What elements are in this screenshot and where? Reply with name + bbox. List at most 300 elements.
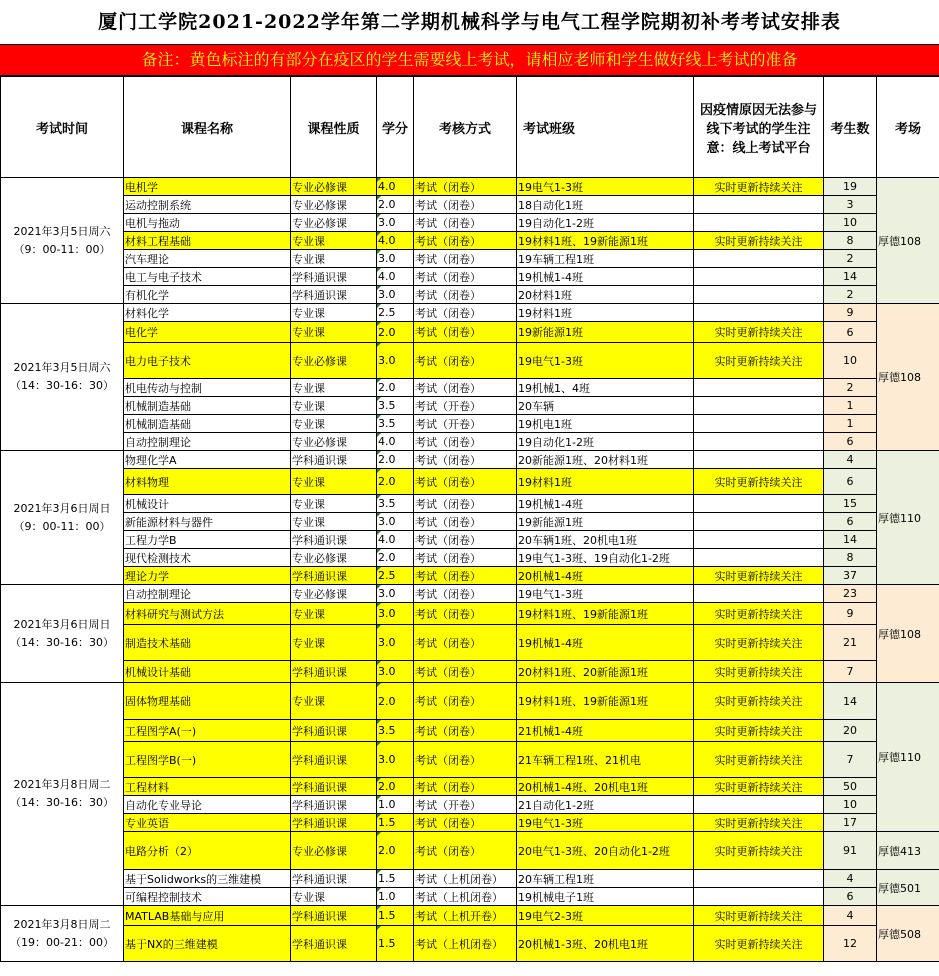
online-platform-notice: 实时更新持续关注: [694, 814, 824, 832]
course-nature: 学科通识课: [291, 870, 377, 888]
exam-method: 考试（上机闭卷）: [414, 888, 517, 906]
exam-classes: 20机械1-4班: [517, 567, 694, 585]
student-count: 6: [824, 469, 877, 495]
header-online-notice: 因疫情原因无法参与线下考试的学生注意：线上考试平台: [694, 77, 824, 178]
course-name: 物理化学A: [124, 451, 291, 469]
exam-row: [1, 343, 939, 379]
course-nature: 学科通识课: [291, 661, 377, 683]
session-date: 2021年3月8日周二: [13, 917, 111, 931]
exam-method: 考试（闭卷）: [414, 433, 517, 451]
exam-row: [1, 906, 939, 926]
course-name: 基于NX的三维建模: [124, 926, 291, 962]
exam-classes: 20电气1-3班、20自动化1-2班: [517, 832, 694, 870]
course-nature: 专业课: [291, 397, 377, 415]
course-credit: 4.0: [377, 178, 414, 196]
exam-row: [1, 232, 939, 250]
session-slot: （14：30-16：30）: [10, 379, 114, 392]
student-count: 2: [824, 379, 877, 397]
exam-row: [1, 814, 939, 832]
student-count: 20: [824, 720, 877, 742]
course-nature: 专业必修课: [291, 214, 377, 232]
exam-classes: 19材料1班、19新能源1班: [517, 683, 694, 720]
course-name: 有机化学: [124, 286, 291, 304]
exam-room: 厚德413: [877, 832, 939, 870]
course-name: 自动控制理论: [124, 585, 291, 603]
exam-row: [1, 268, 939, 286]
online-platform-notice: [694, 870, 824, 888]
exam-method: 考试（闭卷）: [414, 625, 517, 661]
exam-classes: 19电气1-3班: [517, 814, 694, 832]
course-credit: 3.5: [377, 495, 414, 513]
header-room: 考场: [877, 77, 939, 178]
student-count: 23: [824, 585, 877, 603]
course-credit: 2.0: [377, 451, 414, 469]
student-count: 8: [824, 232, 877, 250]
student-count: 50: [824, 778, 877, 796]
online-platform-notice: 实时更新持续关注: [694, 661, 824, 683]
exam-classes: 19电气1-3班、19自动化1-2班: [517, 549, 694, 567]
course-name: 专业英语: [124, 814, 291, 832]
course-nature: 学科通识课: [291, 286, 377, 304]
exam-classes: 21机械1-4班: [517, 720, 694, 742]
online-platform-notice: 实时更新持续关注: [694, 926, 824, 962]
course-credit: 3.5: [377, 397, 414, 415]
exam-classes: 18自动化1班: [517, 196, 694, 214]
session-date: 2021年3月5日周六: [13, 361, 111, 374]
student-count: 21: [824, 625, 877, 661]
student-count: 4: [824, 906, 877, 926]
student-count: 3: [824, 196, 877, 214]
session-date: 2021年3月6日周日: [13, 617, 111, 631]
course-credit: 3.0: [377, 286, 414, 304]
exam-method: 考试（闭卷）: [414, 720, 517, 742]
exam-method: 考试（闭卷）: [414, 549, 517, 567]
exam-row: [1, 178, 939, 196]
online-platform-notice: 实时更新持续关注: [694, 567, 824, 585]
course-nature: 专业课: [291, 322, 377, 343]
exam-classes: 19机械1-4班: [517, 625, 694, 661]
student-count: 15: [824, 495, 877, 513]
exam-row: [1, 549, 939, 567]
exam-room: 厚德501: [877, 870, 939, 906]
exam-classes: 19材料1班、19新能源1班: [517, 232, 694, 250]
course-name: 机电传动与控制: [124, 379, 291, 397]
exam-method: 考试（闭卷）: [414, 742, 517, 778]
course-name: 理论力学: [124, 567, 291, 585]
course-nature: 学科通识课: [291, 567, 377, 585]
exam-method: 考试（闭卷）: [414, 286, 517, 304]
exam-method: 考试（上机闭卷）: [414, 926, 517, 962]
online-platform-notice: 实时更新持续关注: [694, 742, 824, 778]
student-count: 91: [824, 832, 877, 870]
online-platform-notice: [694, 415, 824, 433]
course-name: 电工与电子技术: [124, 268, 291, 286]
online-platform-notice: 实时更新持续关注: [694, 683, 824, 720]
exam-method: 考试（闭卷）: [414, 178, 517, 196]
exam-method: 考试（上机闭卷）: [414, 870, 517, 888]
exam-room: 厚德110: [877, 683, 939, 832]
exam-method: 考试（闭卷）: [414, 778, 517, 796]
course-name: 材料物理: [124, 469, 291, 495]
online-platform-notice: [694, 250, 824, 268]
course-name: 材料工程基础: [124, 232, 291, 250]
course-nature: 专业课: [291, 495, 377, 513]
course-credit: 3.0: [377, 585, 414, 603]
online-platform-notice: [694, 531, 824, 549]
course-nature: 专业课: [291, 888, 377, 906]
course-name: 材料研究与测试方法: [124, 603, 291, 625]
course-nature: 专业必修课: [291, 832, 377, 870]
exam-room: 厚德108: [877, 304, 939, 451]
online-platform-notice: 实时更新持续关注: [694, 232, 824, 250]
student-count: 1: [824, 397, 877, 415]
exam-method: 考试（闭卷）: [414, 814, 517, 832]
exam-classes: 21车辆工程1班、21机电: [517, 742, 694, 778]
exam-method: 考试（闭卷）: [414, 343, 517, 379]
course-name: 基于Solidworks的三维建模: [124, 870, 291, 888]
online-platform-notice: [694, 304, 824, 322]
exam-classes: 20车辆1班、20机电1班: [517, 531, 694, 549]
course-credit: 4.0: [377, 433, 414, 451]
course-nature: 专业课: [291, 603, 377, 625]
exam-classes: 20车辆工程1班: [517, 870, 694, 888]
exam-method: 考试（闭卷）: [414, 832, 517, 870]
course-nature: 专业必修课: [291, 343, 377, 379]
course-credit: 3.0: [377, 661, 414, 683]
course-name: 工程图学A(一): [124, 720, 291, 742]
exam-method: 考试（闭卷）: [414, 495, 517, 513]
exam-classes: 19材料1班、19新能源1班: [517, 603, 694, 625]
exam-classes: 20机械1-4班、20机电1班: [517, 778, 694, 796]
course-nature: 专业必修课: [291, 196, 377, 214]
exam-classes: 20材料1班、20新能源1班: [517, 661, 694, 683]
course-name: 电化学: [124, 322, 291, 343]
student-count: 12: [824, 926, 877, 962]
online-platform-notice: [694, 379, 824, 397]
online-platform-notice: 实时更新持续关注: [694, 720, 824, 742]
exam-row: [1, 720, 939, 742]
exam-classes: 19电气2-3班: [517, 906, 694, 926]
exam-schedule-table: [0, 76, 939, 962]
course-nature: 专业必修课: [291, 549, 377, 567]
exam-row: [1, 742, 939, 778]
exam-row: [1, 196, 939, 214]
course-nature: 专业课: [291, 250, 377, 268]
course-credit: 3.0: [377, 742, 414, 778]
exam-row: [1, 567, 939, 585]
exam-classes: 20材料1班: [517, 286, 694, 304]
exam-classes: 20车辆: [517, 397, 694, 415]
session-date: 2021年3月8日周二: [13, 778, 111, 791]
header-time: 考试时间: [1, 77, 124, 178]
exam-method: 考试（闭卷）: [414, 379, 517, 397]
exam-row: [1, 683, 939, 720]
course-nature: 专业课: [291, 625, 377, 661]
exam-room: 厚德108: [877, 178, 939, 304]
student-count: 7: [824, 742, 877, 778]
online-platform-notice: [694, 268, 824, 286]
online-platform-notice: [694, 796, 824, 814]
exam-classes: 19新能源1班: [517, 513, 694, 531]
exam-row: [1, 625, 939, 661]
course-credit: 3.0: [377, 513, 414, 531]
exam-classes: 19电气1-3班: [517, 343, 694, 379]
session-slot: （9：00-11：00）: [13, 519, 111, 533]
course-nature: 学科通识课: [291, 906, 377, 926]
exam-classes: 19电气1-3班: [517, 178, 694, 196]
exam-method: 考试（闭卷）: [414, 603, 517, 625]
exam-row: [1, 603, 939, 625]
course-credit: 2.0: [377, 549, 414, 567]
exam-row: [1, 304, 939, 322]
exam-method: 考试（闭卷）: [414, 661, 517, 683]
exam-method: 考试（闭卷）: [414, 232, 517, 250]
course-name: 可编程控制技术: [124, 888, 291, 906]
student-count: 19: [824, 178, 877, 196]
course-name: 工程材料: [124, 778, 291, 796]
course-name: 制造技术基础: [124, 625, 291, 661]
session-time: [1, 683, 124, 906]
exam-row: [1, 214, 939, 232]
exam-row: [1, 322, 939, 343]
course-nature: 专业课: [291, 683, 377, 720]
online-platform-notice: 实时更新持续关注: [694, 832, 824, 870]
online-platform-notice: [694, 495, 824, 513]
course-name: 运动控制系统: [124, 196, 291, 214]
student-count: 6: [824, 433, 877, 451]
exam-classes: 21自动化1-2班: [517, 796, 694, 814]
exam-method: 考试（开卷）: [414, 415, 517, 433]
course-name: 工程图学B(一): [124, 742, 291, 778]
exam-classes: 19电气1-3班: [517, 585, 694, 603]
session-time: [1, 178, 124, 304]
session-time: [1, 906, 124, 962]
exam-method: 考试（闭卷）: [414, 268, 517, 286]
course-name: 机械制造基础: [124, 397, 291, 415]
student-count: 6: [824, 322, 877, 343]
course-nature: 学科通识课: [291, 451, 377, 469]
course-credit: 2.5: [377, 567, 414, 585]
exam-method: 考试（闭卷）: [414, 683, 517, 720]
course-name: 材料化学: [124, 304, 291, 322]
course-credit: 3.0: [377, 343, 414, 379]
course-nature: 学科通识课: [291, 531, 377, 549]
session-slot: （14：30-16：30）: [10, 635, 114, 649]
course-name: 机械制造基础: [124, 415, 291, 433]
course-credit: 3.5: [377, 720, 414, 742]
header-nature: 课程性质: [291, 77, 377, 178]
exam-room: 厚德108: [877, 585, 939, 683]
schedule-body: [1, 178, 939, 962]
notice-banner: 备注：黄色标注的有部分在疫区的学生需要线上考试，请相应老师和学生做好线上考试的准备: [0, 44, 939, 76]
exam-room: 厚德110: [877, 451, 939, 585]
course-credit: 2.0: [377, 832, 414, 870]
student-count: 6: [824, 513, 877, 531]
session-date: 2021年3月5日周六: [13, 224, 111, 238]
exam-method: 考试（闭卷）: [414, 585, 517, 603]
course-nature: 学科通识课: [291, 268, 377, 286]
header-course: 课程名称: [124, 77, 291, 178]
session-date: 2021年3月6日周日: [13, 501, 111, 515]
course-nature: 专业课: [291, 415, 377, 433]
session-time: [1, 585, 124, 683]
exam-method: 考试（开卷）: [414, 397, 517, 415]
exam-method: 考试（闭卷）: [414, 451, 517, 469]
exam-room: 厚德508: [877, 906, 939, 962]
student-count: 10: [824, 214, 877, 232]
course-nature: 专业课: [291, 304, 377, 322]
student-count: 17: [824, 814, 877, 832]
course-credit: 3.0: [377, 603, 414, 625]
online-platform-notice: [694, 397, 824, 415]
online-platform-notice: 实时更新持续关注: [694, 343, 824, 379]
exam-classes: 19机械1、4班: [517, 379, 694, 397]
exam-classes: 19材料1班: [517, 469, 694, 495]
course-nature: 学科通识课: [291, 814, 377, 832]
exam-row: [1, 661, 939, 683]
online-platform-notice: [694, 549, 824, 567]
exam-classes: 19自动化1-2班: [517, 433, 694, 451]
online-platform-notice: [694, 888, 824, 906]
exam-row: [1, 469, 939, 495]
course-nature: 学科通识课: [291, 778, 377, 796]
exam-method: 考试（闭卷）: [414, 304, 517, 322]
exam-method: 考试（闭卷）: [414, 469, 517, 495]
exam-classes: 19机械电子1班: [517, 888, 694, 906]
course-credit: 3.5: [377, 415, 414, 433]
exam-classes: 19新能源1班: [517, 322, 694, 343]
exam-row: [1, 832, 939, 870]
exam-row: [1, 926, 939, 962]
session-slot: （14：30-16：30）: [10, 796, 114, 809]
course-credit: 3.0: [377, 250, 414, 268]
student-count: 2: [824, 250, 877, 268]
exam-classes: 19自动化1-2班: [517, 214, 694, 232]
exam-row: [1, 250, 939, 268]
course-credit: 1.5: [377, 870, 414, 888]
student-count: 4: [824, 870, 877, 888]
course-name: 固体物理基础: [124, 683, 291, 720]
course-nature: 专业课: [291, 469, 377, 495]
exam-row: [1, 286, 939, 304]
course-credit: 2.0: [377, 196, 414, 214]
course-credit: 3.0: [377, 214, 414, 232]
course-nature: 专业必修课: [291, 433, 377, 451]
course-credit: 2.0: [377, 778, 414, 796]
course-name: 电机与拖动: [124, 214, 291, 232]
course-nature: 专业课: [291, 513, 377, 531]
course-name: 机械设计: [124, 495, 291, 513]
exam-row: [1, 513, 939, 531]
course-credit: 1.5: [377, 814, 414, 832]
exam-row: [1, 379, 939, 397]
course-credit: 2.0: [377, 379, 414, 397]
course-nature: 学科通识课: [291, 926, 377, 962]
session-time: [1, 304, 124, 451]
student-count: 9: [824, 304, 877, 322]
exam-row: [1, 778, 939, 796]
exam-classes: 20新能源1班、20材料1班: [517, 451, 694, 469]
exam-classes: 20机械1-3班、20机电1班: [517, 926, 694, 962]
student-count: 1: [824, 415, 877, 433]
exam-row: [1, 495, 939, 513]
course-credit: 1.5: [377, 906, 414, 926]
course-nature: 专业课: [291, 232, 377, 250]
exam-classes: 19机械1-4班: [517, 268, 694, 286]
student-count: 6: [824, 888, 877, 906]
course-nature: 专业课: [291, 379, 377, 397]
course-name: 自动化专业导论: [124, 796, 291, 814]
exam-row: [1, 397, 939, 415]
course-name: MATLAB基础与应用: [124, 906, 291, 926]
online-platform-notice: 实时更新持续关注: [694, 178, 824, 196]
course-name: 汽车理论: [124, 250, 291, 268]
online-platform-notice: 实时更新持续关注: [694, 603, 824, 625]
course-credit: 1.5: [377, 926, 414, 962]
page-title: 厦门工学院2021-2022学年第二学期机械科学与电气工程学院期初补考考试安排表: [98, 11, 841, 33]
exam-row: [1, 433, 939, 451]
exam-method: 考试（闭卷）: [414, 196, 517, 214]
exam-method: 考试（闭卷）: [414, 531, 517, 549]
exam-classes: 19材料1班: [517, 304, 694, 322]
student-count: 14: [824, 683, 877, 720]
exam-method: 考试（开卷）: [414, 796, 517, 814]
header-classes: 考试班级: [517, 77, 694, 178]
exam-row: [1, 415, 939, 433]
exam-method: 考试（闭卷）: [414, 214, 517, 232]
student-count: 14: [824, 531, 877, 549]
header-method: 考核方式: [414, 77, 517, 178]
course-credit: 3.0: [377, 625, 414, 661]
online-platform-notice: [694, 286, 824, 304]
course-credit: 4.0: [377, 268, 414, 286]
exam-row: [1, 888, 939, 906]
course-name: 电机学: [124, 178, 291, 196]
course-name: 机械设计基础: [124, 661, 291, 683]
online-platform-notice: 实时更新持续关注: [694, 322, 824, 343]
header-row: [1, 77, 939, 178]
student-count: 10: [824, 343, 877, 379]
session-slot: （19：00-21：00）: [10, 935, 114, 949]
student-count: 4: [824, 451, 877, 469]
course-credit: 4.0: [377, 232, 414, 250]
online-platform-notice: [694, 451, 824, 469]
header-credit: 学分: [377, 77, 414, 178]
exam-row: [1, 796, 939, 814]
course-name: 工程力学B: [124, 531, 291, 549]
header-count: 考生数: [824, 77, 877, 178]
online-platform-notice: [694, 214, 824, 232]
course-name: 现代检测技术: [124, 549, 291, 567]
student-count: 37: [824, 567, 877, 585]
exam-classes: 19机械1-4班: [517, 495, 694, 513]
course-name: 电力电子技术: [124, 343, 291, 379]
course-name: 自动控制理论: [124, 433, 291, 451]
course-credit: 2.5: [377, 304, 414, 322]
exam-row: [1, 585, 939, 603]
student-count: 7: [824, 661, 877, 683]
course-credit: 1.0: [377, 796, 414, 814]
course-credit: 4.0: [377, 531, 414, 549]
student-count: 8: [824, 549, 877, 567]
course-nature: 专业必修课: [291, 585, 377, 603]
exam-method: 考试（闭卷）: [414, 322, 517, 343]
session-time: [1, 451, 124, 585]
exam-classes: 19机电1班: [517, 415, 694, 433]
course-credit: 2.0: [377, 322, 414, 343]
student-count: 9: [824, 603, 877, 625]
online-platform-notice: [694, 585, 824, 603]
